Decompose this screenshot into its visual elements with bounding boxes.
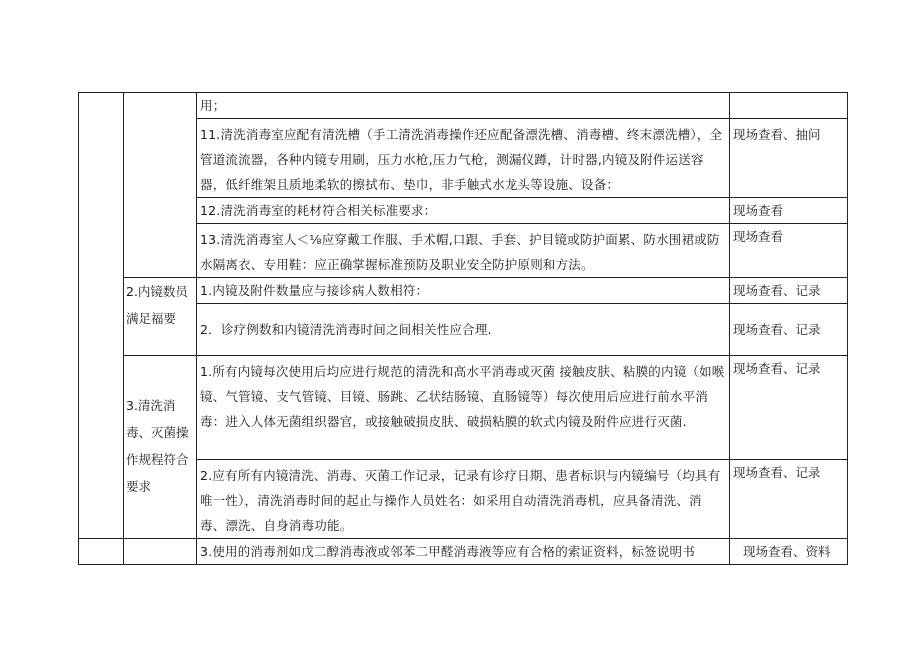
table-cell [197, 460, 730, 539]
table-cell [197, 539, 730, 565]
requirement-text: 2．诊疗例数和内镜清洗消毒时间之间相关性应合理. [200, 322, 492, 337]
table-cell [197, 356, 730, 460]
table-row [79, 356, 848, 460]
table-row [79, 278, 848, 304]
category-cell [124, 278, 197, 356]
table-cell [730, 304, 848, 356]
table-cell [730, 278, 848, 304]
requirement-text: 1.内镜及附件数量应与接诊病人数相符： [200, 283, 429, 298]
table-cell [730, 460, 848, 539]
table-cell [197, 119, 730, 198]
inspection-table [78, 92, 848, 565]
requirement-text: 11.清洗消毒室应配有清洗槽（手工清洗消毒操作还应配备漂洗槽、消毒槽、终末漂洗槽），全管道流流器，各种内镜专用刷，压力水枪,压力气枪，测漏仪蹲，计时器,内镜及附件运送容器，低纤维架且质地柔软的擦拭布、垫巾，非手触式水龙头等设施、设备： [200, 127, 723, 192]
table-cell-empty [79, 539, 124, 565]
table-cell-empty [124, 93, 197, 278]
requirement-text: 3.使用的消毒剂如戊二醇消毒液或邻苯二甲醛消毒液等应有合格的索证资料，标签说明书 [200, 544, 695, 559]
requirement-text: 13.清洗消毒室人＜⅛应穿戴工作服、手术帽,口跟、手套、护目镜或防护面累、防水围裙或防水隔离衣、专用鞋：应正确掌握标准预防及职业安全防护原则和方法。 [200, 232, 720, 272]
table-cell [197, 304, 730, 356]
table-cell [730, 198, 848, 224]
table-cell [730, 93, 848, 119]
requirement-text: 12.清洗消毒室的耗材符合相关标准要求： [200, 203, 437, 218]
table-cell [197, 93, 730, 119]
table-row [79, 539, 848, 565]
check-method: 现场查看、记录 [733, 322, 821, 337]
category-label: 3.清洗消毒、灭菌操作规程符合要求 [126, 398, 189, 494]
check-method: 现场查看、记录 [733, 361, 821, 376]
table-cell [730, 356, 848, 460]
table-cell [730, 224, 848, 278]
requirement-text: 1.所有内镜每次使用后均应进行规范的清洗和高水平消毒或灭菌 接触皮肤、粘膜的内镜（如喉镜、气管镜、支气管镜、目镜、肠跳、乙状结肠镜、直肠镜等）每次使用后应进行前水平消毒：进入人体无菌组织器官，或接触破损皮肤、破损粘膜的软式内镜及附件应进行灭菌. [200, 364, 725, 429]
table-cell [730, 539, 848, 565]
category-cell [124, 356, 197, 539]
requirement-text: 2.应有所有内镜清洗、消毒、灭菌工作记录，记录有诊疗日期、患者标识与内镜编号（均具有唯一性），清洗消毒时间的起止与操作人员姓名：如采用自动清洗消毒机，应具备清洗、消毒、漂洗、自身消毒功能。 [200, 468, 721, 533]
check-method: 现场查看 [733, 229, 784, 244]
check-method: 现场查看、抽问 [733, 127, 821, 142]
table-cell-empty [124, 539, 197, 565]
table-cell [197, 224, 730, 278]
table-row [79, 93, 848, 119]
table-cell [197, 198, 730, 224]
category-label: 2.内镜数员满足福要 [126, 284, 188, 326]
table-cell-empty [79, 93, 124, 539]
check-method: 现场查看、记录 [733, 465, 821, 480]
table-cell [730, 119, 848, 198]
check-method: 现场查看 [733, 203, 784, 218]
check-method: 现场查看、资料 [743, 544, 831, 559]
check-method: 现场查看、记录 [733, 283, 821, 298]
table-cell [197, 278, 730, 304]
requirement-text: 用； [200, 98, 226, 113]
